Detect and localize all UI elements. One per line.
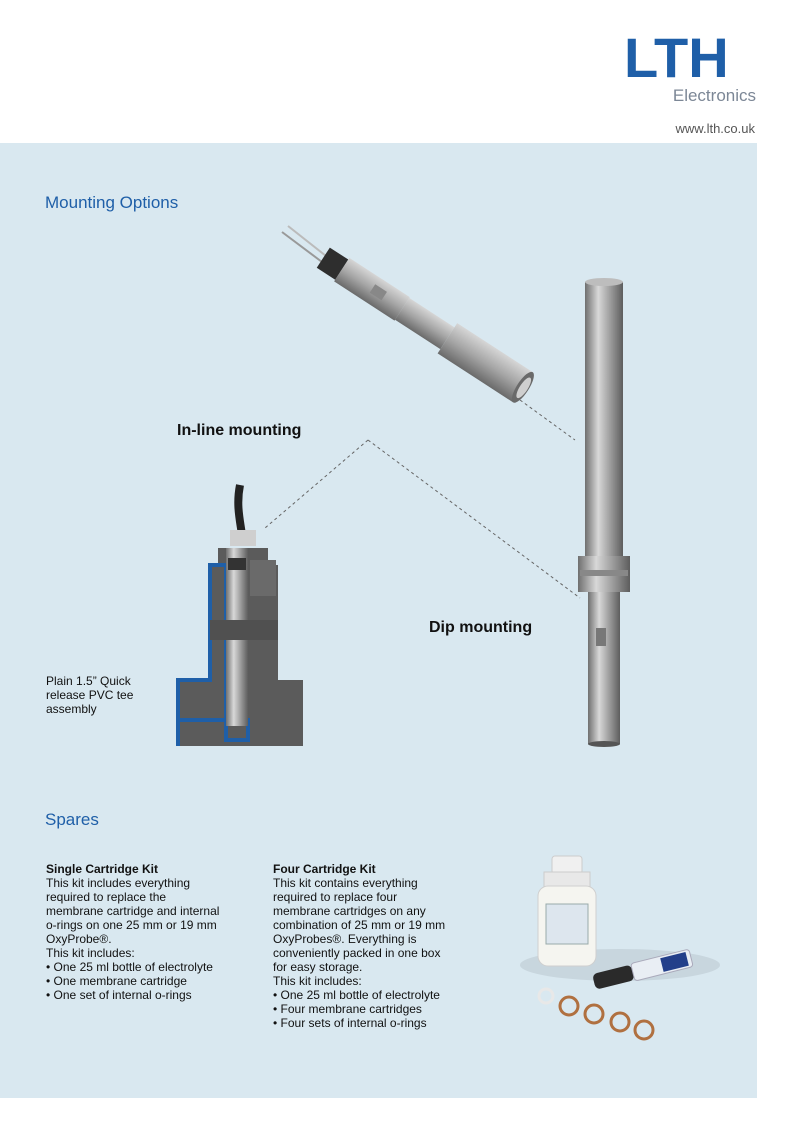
logo-subtitle: Electronics bbox=[672, 86, 756, 105]
list-item: • One membrane cartridge bbox=[46, 974, 256, 988]
kit-desc-line: This kit contains everything bbox=[273, 876, 418, 890]
list-item: • Four sets of internal o-rings bbox=[273, 1016, 483, 1030]
pvc-tee-image bbox=[178, 485, 303, 746]
spares-title: Spares bbox=[45, 810, 99, 829]
list-item: • One 25 ml bottle of electrolyte bbox=[46, 960, 256, 974]
dip-probe-image bbox=[578, 278, 630, 747]
kit-desc-line: conveniently packed in one box bbox=[273, 946, 441, 960]
inline-probe-image bbox=[282, 226, 538, 406]
list-item: • One set of internal o-rings bbox=[46, 988, 256, 1002]
kit-desc-line: OxyProbe®. bbox=[46, 932, 112, 946]
kit-desc-line: required to replace the bbox=[46, 890, 167, 904]
kit-desc-line: combination of 25 mm or 19 mm bbox=[273, 918, 446, 932]
kit-desc-line: required to replace four bbox=[273, 890, 398, 904]
kit-desc-line: OxyProbes®. Everything is bbox=[273, 932, 417, 946]
four-cartridge-kit bbox=[273, 862, 483, 1030]
tee-caption bbox=[46, 674, 133, 716]
kit-desc-line: This kit includes: bbox=[273, 974, 362, 988]
kit-desc-line: o-rings on one 25 mm or 19 mm bbox=[46, 918, 217, 932]
logo-mark: LTH bbox=[624, 26, 729, 89]
spares-kit-image bbox=[520, 856, 720, 1039]
single-kit-items bbox=[46, 960, 256, 1002]
tee-caption-line: release PVC tee bbox=[46, 688, 134, 702]
single-cartridge-kit bbox=[46, 862, 256, 1002]
list-item: • Four membrane cartridges bbox=[273, 1002, 483, 1016]
kit-desc-line: This kit includes: bbox=[46, 946, 135, 960]
tee-caption-line: assembly bbox=[46, 702, 97, 716]
four-kit-title: Four Cartridge Kit bbox=[273, 862, 376, 876]
website-url[interactable]: www.lth.co.uk bbox=[675, 121, 755, 136]
dip-mounting-label: Dip mounting bbox=[429, 619, 533, 636]
mounting-options-title: Mounting Options bbox=[45, 193, 179, 212]
kit-desc-line: This kit includes everything bbox=[46, 876, 191, 890]
kit-desc-line: membrane cartridge and internal bbox=[46, 904, 220, 918]
list-item: • One 25 ml bottle of electrolyte bbox=[273, 988, 483, 1002]
kit-desc-line: for easy storage. bbox=[273, 960, 363, 974]
kit-desc-line: membrane cartridges on any bbox=[273, 904, 426, 918]
leader-lines bbox=[265, 400, 580, 598]
tee-caption-line: Plain 1.5” Quick bbox=[46, 674, 131, 688]
inline-mounting-label: In-line mounting bbox=[177, 422, 302, 439]
four-kit-items bbox=[273, 988, 483, 1030]
single-kit-title: Single Cartridge Kit bbox=[46, 862, 159, 876]
